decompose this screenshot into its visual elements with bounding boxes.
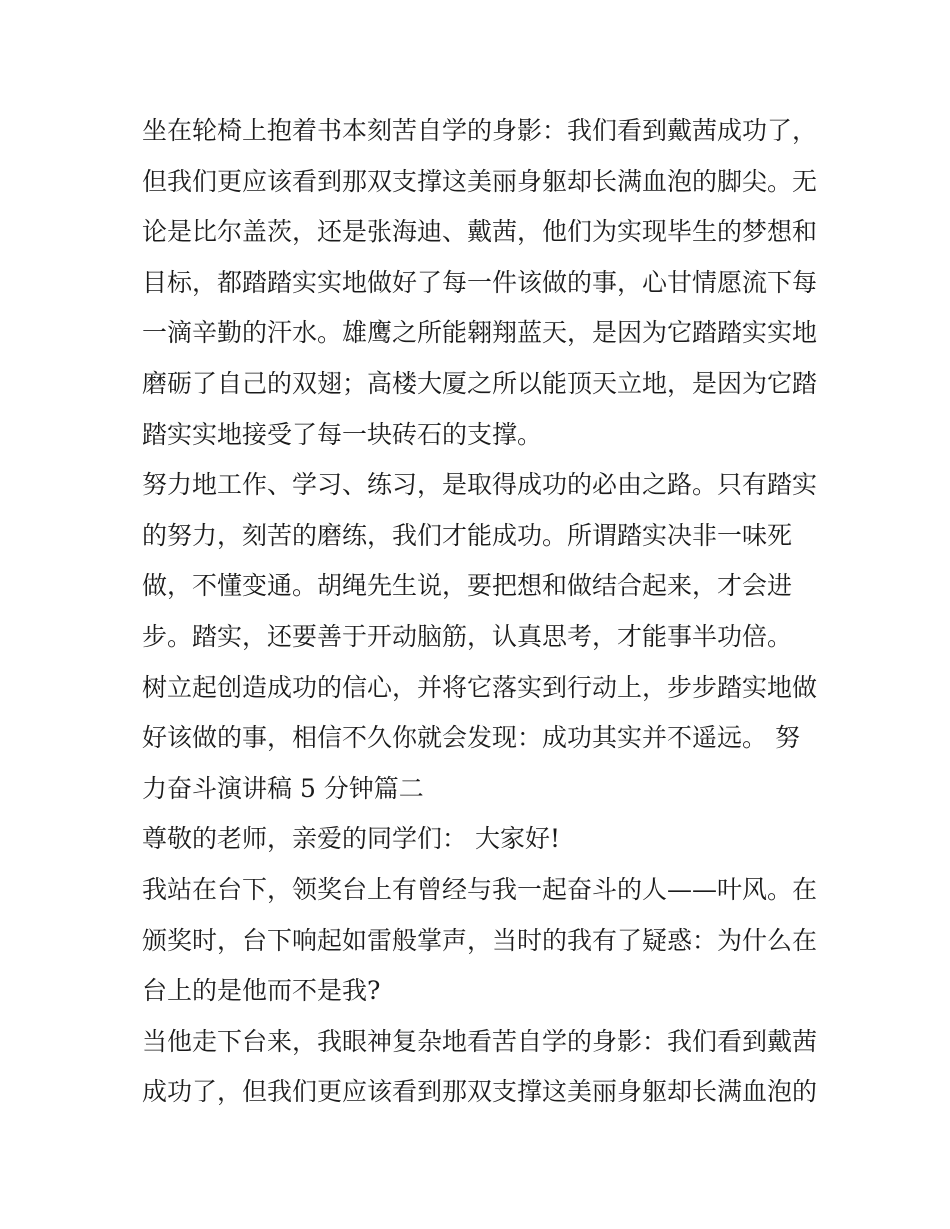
text-line: 的努力，刻苦的磨练，我们才能成功。所谓踏实决非一味死: [142, 520, 793, 550]
text-line: 成功了，但我们更应该看到那双支撑这美丽身躯却长满血泡的: [142, 1077, 818, 1107]
text-line: 磨砺了自己的双翅；高楼大厦之所以能顶天立地，是因为它踏: [142, 368, 818, 398]
text-line: 当他走下台来，我眼神复杂地看苦自学的身影：我们看到戴茜: [142, 1026, 818, 1056]
text-line: 坐在轮椅上抱着书本刻苦自学的身影：我们看到戴茜成功了，: [142, 116, 818, 145]
text-line: 论是比尔盖茨，还是张海迪、戴茜，他们为实现毕生的梦想和: [142, 217, 818, 247]
text-line: 做，不懂变通。胡绳先生说，要把想和做结合起来，才会进: [142, 571, 793, 601]
text-line: 目标，都踏踏实实地做好了每一件该做的事，心甘情愿流下每: [142, 267, 818, 297]
text-line: 我站在台下，领奖台上有曾经与我一起奋斗的人——叶风。在: [142, 874, 818, 904]
document-body: [142, 106, 822, 1118]
text-line: 一滴辛勤的汗水。雄鹰之所能翱翔蓝天，是因为它踏踏实实地: [142, 318, 818, 348]
text-line: 努力地工作、学习、练习，是取得成功的必由之路。只有踏实: [142, 470, 818, 500]
text-line: 树立起创造成功的信心，并将它落实到行动上，步步踏实地做: [142, 672, 818, 702]
text-line: 步。踏实，还要善于开动脑筋，认真思考，才能事半功倍。: [142, 621, 793, 651]
text-line: 颁奖时，台下响起如雷般掌声，当时的我有了疑惑：为什么在: [142, 925, 818, 955]
text-line: 尊敬的老师，亲爱的同学们： 大家好!: [142, 824, 560, 854]
text-line: 好该做的事，相信不久你就会发现：成功其实并不遥远。 努: [142, 723, 800, 753]
text-line: 台上的是他而不是我?: [142, 976, 381, 1006]
section-heading-line: 力奋斗演讲稿 5 分钟篇二: [142, 773, 424, 803]
text-line: 踏实实地接受了每一块砖石的支撑。: [142, 419, 543, 449]
text-line: 但我们更应该看到那双支撑这美丽身躯却长满血泡的脚尖。无: [142, 166, 818, 196]
